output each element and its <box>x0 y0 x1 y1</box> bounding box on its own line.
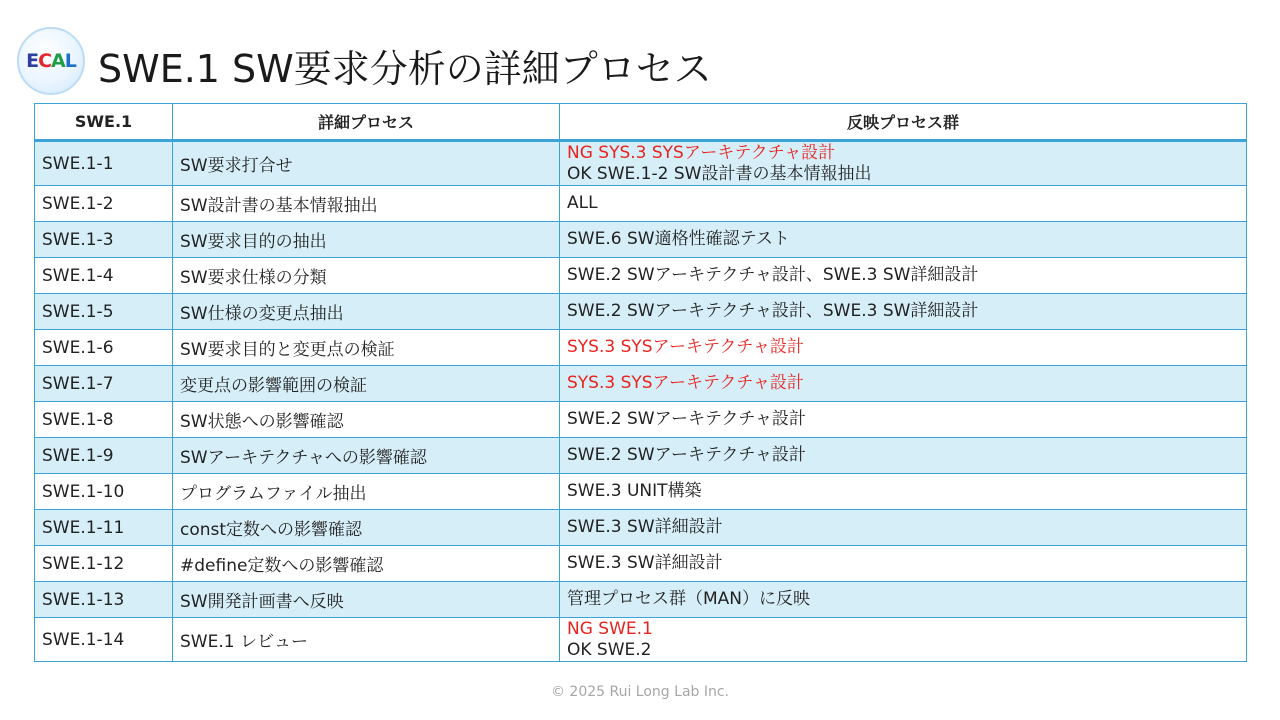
table-row <box>35 474 1247 510</box>
reflect-process-line: SWE.3 UNIT構築 <box>567 481 702 501</box>
cell-swe-id: SWE.1-8 <box>35 402 173 438</box>
cell-detail-process: SW要求目的の抽出 <box>173 222 560 258</box>
page-title: SWE.1 SW要求分析の詳細プロセス <box>98 47 712 91</box>
cell-reflect-process <box>560 582 1247 618</box>
cell-swe-id: SWE.1-14 <box>35 618 173 662</box>
reflect-process-line: SWE.3 SW詳細設計 <box>567 517 723 537</box>
cell-detail-process: SWE.1 レビュー <box>173 618 560 662</box>
reflect-process-line: SYS.3 SYSアーキテクチャ設計 <box>567 337 804 357</box>
table-row <box>35 582 1247 618</box>
reflect-process-line: OK SWE.1-2 SW設計書の基本情報抽出 <box>567 163 872 184</box>
reflect-process-line: SWE.2 SWアーキテクチャ設計、SWE.3 SW詳細設計 <box>567 265 979 285</box>
cell-swe-id: SWE.1-1 <box>35 141 173 186</box>
reflect-process-line: SWE.3 SW詳細設計 <box>567 553 723 573</box>
table-row <box>35 141 1247 186</box>
cell-reflect-process <box>560 510 1247 546</box>
cell-reflect-process <box>560 438 1247 474</box>
reflect-process-line: NG SYS.3 SYSアーキテクチャ設計 <box>567 142 836 163</box>
copyright-footer: © 2025 Rui Long Lab Inc. <box>550 684 730 700</box>
reflect-process-line: 管理プロセス群（MAN）に反映 <box>567 589 811 609</box>
cell-detail-process: SW開発計画書へ反映 <box>173 582 560 618</box>
cell-detail-process: SWアーキテクチャへの影響確認 <box>173 438 560 474</box>
table-row <box>35 258 1247 294</box>
reflect-process-line: SWE.2 SWアーキテクチャ設計、SWE.3 SW詳細設計 <box>567 301 979 321</box>
reflect-process-line: OK SWE.2 <box>567 639 652 660</box>
cell-swe-id: SWE.1-7 <box>35 366 173 402</box>
table-row <box>35 186 1247 222</box>
cell-detail-process: SW要求仕様の分類 <box>173 258 560 294</box>
cell-reflect-process <box>560 258 1247 294</box>
cell-reflect-process <box>560 474 1247 510</box>
table-row <box>35 222 1247 258</box>
table-row <box>35 294 1247 330</box>
reflect-process-line: SWE.6 SW適格性確認テスト <box>567 229 790 249</box>
cell-detail-process: SW要求目的と変更点の検証 <box>173 330 560 366</box>
cell-swe-id: SWE.1-3 <box>35 222 173 258</box>
cell-detail-process: SW設計書の基本情報抽出 <box>173 186 560 222</box>
cell-reflect-process <box>560 546 1247 582</box>
ecal-logo <box>17 27 85 95</box>
cell-reflect-process <box>560 186 1247 222</box>
cell-detail-process: SW状態への影響確認 <box>173 402 560 438</box>
cell-detail-process: SW要求打合せ <box>173 141 560 186</box>
process-table <box>34 103 1247 662</box>
cell-reflect-process <box>560 141 1247 186</box>
cell-swe-id: SWE.1-6 <box>35 330 173 366</box>
table-row <box>35 618 1247 662</box>
table-row <box>35 330 1247 366</box>
cell-swe-id: SWE.1-4 <box>35 258 173 294</box>
cell-swe-id: SWE.1-9 <box>35 438 173 474</box>
cell-reflect-process <box>560 402 1247 438</box>
column-header-reflect-process: 反映プロセス群 <box>560 104 1247 141</box>
cell-swe-id: SWE.1-5 <box>35 294 173 330</box>
table-row <box>35 510 1247 546</box>
logo-letter: L <box>64 50 76 72</box>
table-row <box>35 438 1247 474</box>
logo-letter: C <box>38 50 52 72</box>
cell-swe-id: SWE.1-13 <box>35 582 173 618</box>
reflect-process-line: NG SWE.1 <box>567 618 653 639</box>
cell-detail-process: SW仕様の変更点抽出 <box>173 294 560 330</box>
reflect-process-line: SWE.2 SWアーキテクチャ設計 <box>567 409 806 429</box>
cell-detail-process: #define定数への影響確認 <box>173 546 560 582</box>
column-header-swe: SWE.1 <box>35 104 173 141</box>
table-row <box>35 366 1247 402</box>
cell-swe-id: SWE.1-10 <box>35 474 173 510</box>
cell-swe-id: SWE.1-2 <box>35 186 173 222</box>
reflect-process-line: SWE.2 SWアーキテクチャ設計 <box>567 445 806 465</box>
cell-reflect-process <box>560 366 1247 402</box>
cell-reflect-process <box>560 618 1247 662</box>
cell-detail-process: const定数への影響確認 <box>173 510 560 546</box>
reflect-process-line: ALL <box>567 193 598 213</box>
cell-reflect-process <box>560 330 1247 366</box>
table-header-row <box>35 104 1247 141</box>
table-row <box>35 546 1247 582</box>
cell-detail-process: プログラムファイル抽出 <box>173 474 560 510</box>
column-header-detail-process: 詳細プロセス <box>173 104 560 141</box>
logo-letter: A <box>51 50 65 72</box>
cell-reflect-process <box>560 222 1247 258</box>
logo-letter: E <box>26 50 39 72</box>
cell-swe-id: SWE.1-11 <box>35 510 173 546</box>
table-body <box>35 141 1247 662</box>
cell-swe-id: SWE.1-12 <box>35 546 173 582</box>
cell-detail-process: 変更点の影響範囲の検証 <box>173 366 560 402</box>
cell-reflect-process <box>560 294 1247 330</box>
table-row <box>35 402 1247 438</box>
reflect-process-line: SYS.3 SYSアーキテクチャ設計 <box>567 373 804 393</box>
